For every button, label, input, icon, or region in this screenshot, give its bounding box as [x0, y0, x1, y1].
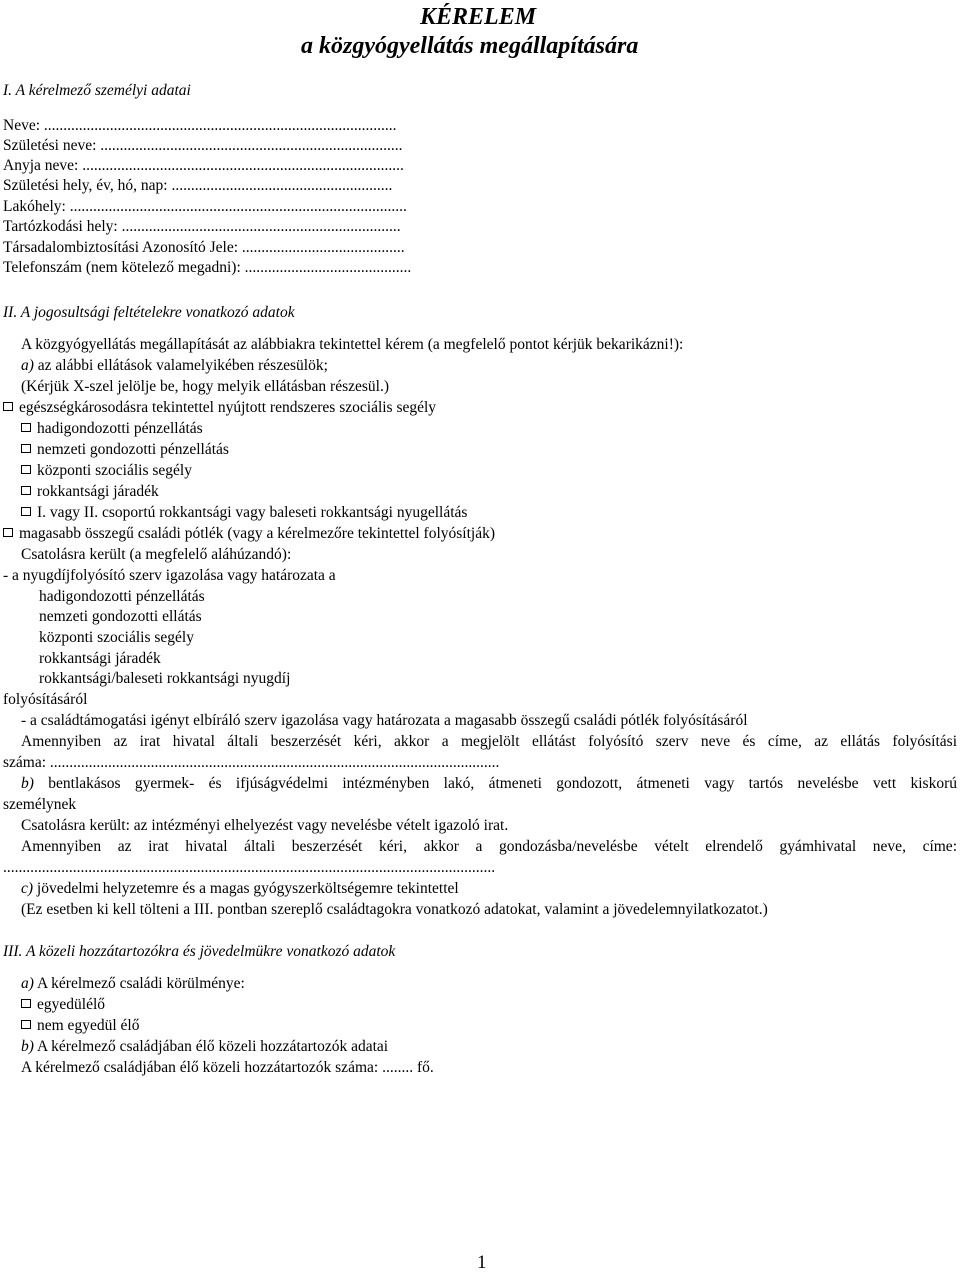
checkbox-item[interactable]	[3, 399, 436, 417]
b-attach: Csatolásra került: az intézményi elhelyezést vagy nevelésbe vételt igazoló irat.	[21, 817, 509, 834]
option-item[interactable]	[21, 996, 105, 1014]
checkbox-item[interactable]	[21, 504, 467, 522]
option-label: nem egyedül élő	[37, 1017, 140, 1034]
section2-c-line	[21, 880, 459, 898]
checkbox-label: központi szociális segély	[37, 462, 192, 479]
request-line1: Amennyiben az irat hivatal általi beszerzését kéri, akkor a megjelölt ellátást folyósító szerv neve és címe, az ellátás folyósítási	[21, 733, 957, 750]
checkbox-item[interactable]	[3, 525, 495, 543]
section2-a-line	[21, 357, 328, 375]
attach-family: - a családtámogatási igényt elbíráló szerv igazolása vagy határozata a magasabb összegű családi pótlék folyósításáról	[21, 712, 748, 729]
checkbox-label: hadigondozotti pénzellátás	[37, 420, 203, 437]
section2-b-text: bentlakásos gyermek- és ifjúságvédelmi intézményben lakó, átmeneti gondozott, átmeneti vagy tartós nevelésbe vett kiskorú	[33, 775, 957, 792]
attach-item[interactable]: nemzeti gondozotti ellátás	[39, 608, 202, 625]
section2-c-text: jövedelmi helyzetemre és a magas gyógyszerköltségemre tekintettel	[33, 880, 459, 897]
option-label: egyedülélő	[37, 996, 106, 1013]
checkbox-icon[interactable]	[21, 423, 31, 432]
checkbox-item[interactable]	[21, 483, 159, 501]
section2-c-note: (Ez esetben ki kell tölteni a III. pontban szereplő családtagokra vonatkozó adatokat, valamint a jövedelemnyilatkozatot.)	[21, 901, 768, 918]
section2-heading: II. A jogosultsági feltételekre vonatkozó adatok	[3, 304, 295, 321]
checkbox-icon[interactable]	[21, 507, 31, 516]
field-birth-name[interactable]: Születési neve: ..............................................................................	[3, 137, 403, 154]
checkbox-label: rokkantsági járadék	[37, 483, 159, 500]
checkbox-item[interactable]	[21, 420, 203, 438]
section2-a-text: az alábbi ellátások valamelyikében részesülök;	[33, 357, 328, 374]
section2-b-line2: személynek	[3, 796, 77, 813]
letter-a: a)	[21, 357, 34, 374]
attach-item[interactable]: rokkantsági/baleseti rokkantsági nyugdíj	[39, 670, 291, 687]
checkbox-label: I. vagy II. csoportú rokkantsági vagy baleseti rokkantsági nyugellátás	[37, 504, 468, 521]
field-taj[interactable]: Társadalombiztosítási Azonosító Jele: ..........................................	[3, 239, 405, 256]
section2-intro: A közgyógyellátás megállapítását az alábbiakra tekintettel kérem (a megfelelő pontot kérjük bekarikázni!):	[21, 336, 684, 353]
b-request-line1: Amennyiben az irat hivatal általi beszerzését kéri, akkor a gondozásba/nevelésbe vételt elrendelő gyámhivatal neve, címe:	[21, 838, 957, 855]
attach-end: folyósításáról	[3, 691, 88, 708]
attach-item[interactable]: hadigondozotti pénzellátás	[39, 588, 205, 605]
letter-c: c)	[21, 880, 34, 897]
section3-b-text: A kérelmező családjában élő közeli hozzátartozók adatai	[33, 1038, 389, 1055]
page-number: 1	[477, 1252, 487, 1273]
field-mother-name[interactable]: Anyja neve: ...................................................................................	[3, 157, 404, 174]
title-line1: KÉRELEM	[420, 4, 537, 30]
option-item[interactable]	[21, 1017, 139, 1035]
section3-a-line	[21, 975, 245, 993]
attach-item[interactable]: rokkantsági járadék	[39, 650, 161, 667]
section1-heading: I. A kérelmező személyi adatai	[3, 82, 191, 99]
field-residence[interactable]: Lakóhely: .......................................................................................	[3, 198, 407, 215]
section3-count-line[interactable]: A kérelmező családjában élő közeli hozzátartozók száma: ........ fő.	[21, 1059, 434, 1076]
checkbox-icon[interactable]	[3, 402, 13, 411]
letter-a: a)	[21, 975, 34, 992]
letter-b: b)	[21, 775, 34, 792]
b-request-line2[interactable]: ...............................................................................................................................	[3, 859, 496, 876]
checkbox-icon[interactable]	[21, 1020, 31, 1029]
attach-title: Csatolásra került (a megfelelő aláhúzandó):	[21, 546, 292, 563]
section2-a-note: (Kérjük X-szel jelölje be, hogy melyik ellátásban részesül.)	[21, 378, 389, 395]
checkbox-item[interactable]	[21, 441, 229, 459]
checkbox-label: egészségkárosodásra tekintettel nyújtott rendszeres szociális segély	[19, 399, 437, 416]
field-phone[interactable]: Telefonszám (nem kötelező megadni): ...........................................	[3, 259, 412, 276]
title-line2: a közgyógyellátás megállapítására	[301, 33, 639, 59]
checkbox-icon[interactable]	[21, 999, 31, 1008]
checkbox-icon[interactable]	[21, 465, 31, 474]
section2-b-line1	[21, 775, 957, 793]
checkbox-label: magasabb összegű családi pótlék (vagy a kérelmezőre tekintettel folyósítják)	[19, 525, 496, 542]
checkbox-icon[interactable]	[21, 486, 31, 495]
attach-item[interactable]: központi szociális segély	[39, 629, 194, 646]
checkbox-icon[interactable]	[3, 528, 13, 537]
request-line2[interactable]: száma: ....................................................................................................................	[3, 754, 500, 771]
checkbox-label: nemzeti gondozotti pénzellátás	[37, 441, 229, 458]
section3-heading: III. A közeli hozzátartozókra és jövedelmükre vonatkozó adatok	[3, 943, 396, 960]
field-stay-address[interactable]: Tartózkodási hely: ........................................................................	[3, 218, 401, 235]
field-birth-place-date[interactable]: Születési hely, év, hó, nap: .........................................................	[3, 177, 393, 194]
section3-a-text: A kérelmező családi körülménye:	[33, 975, 245, 992]
checkbox-item[interactable]	[21, 462, 192, 480]
field-name[interactable]: Neve: ...........................................................................................	[3, 117, 397, 134]
checkbox-icon[interactable]	[21, 444, 31, 453]
attach-first: - a nyugdíjfolyósító szerv igazolása vagy határozata a	[3, 567, 336, 584]
letter-b: b)	[21, 1038, 34, 1055]
section3-b-line	[21, 1038, 388, 1056]
